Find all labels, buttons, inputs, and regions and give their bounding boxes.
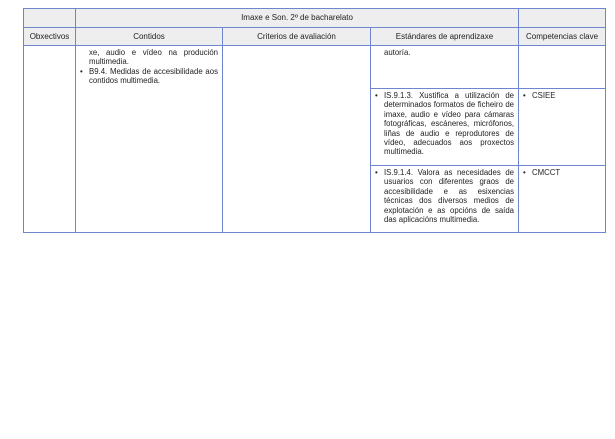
standard-item: • IS.9.1.4. Valora as necesidades de usuarios con diferentes graos de accesibilidade e as esixencias técnicas dos diversos medios de explotación e as opcións de saída das aplicacións multimedia. bbox=[375, 168, 514, 224]
standard-cell bbox=[371, 89, 519, 166]
competence-cell bbox=[519, 46, 606, 89]
header-contents: Contidos bbox=[76, 28, 223, 46]
standard-cell bbox=[371, 46, 519, 89]
title-empty-cell-right bbox=[519, 9, 606, 28]
table-title: Imaxe e Son. 2º de bacharelato bbox=[76, 9, 519, 28]
contents-item: • B9.4. Medidas de accesibilidade aos contidos multimedia. bbox=[80, 67, 218, 86]
contents-continuation: xe, audio e vídeo na produción multimedia. bbox=[89, 48, 218, 67]
table-row bbox=[24, 46, 606, 89]
header-competences: Competencias clave bbox=[519, 28, 606, 46]
table-title-row bbox=[24, 9, 606, 28]
table-header-row bbox=[24, 28, 606, 46]
header-objectives: Obxectivos bbox=[24, 28, 76, 46]
contents-cell bbox=[76, 46, 223, 233]
competence-cell bbox=[519, 89, 606, 166]
competence-cell bbox=[519, 166, 606, 233]
objectives-cell bbox=[24, 46, 76, 233]
standard-item: • IS.9.1.3. Xustifica a utilización de determinados formatos de ficheiro de imaxe, audio e vídeo para cámaras fotográficas, escáneres, micrófonos, liñas de audio e reprodutores de vídeo, adecuados aos proxectos multimedia. bbox=[375, 91, 514, 157]
criteria-cell bbox=[223, 46, 371, 233]
title-empty-cell bbox=[24, 9, 76, 28]
curriculum-table bbox=[23, 8, 606, 233]
standard-continuation: autoría. bbox=[384, 48, 411, 57]
competence-item: • CMCCT bbox=[523, 168, 601, 177]
header-standards: Estándares de aprendizaxe bbox=[371, 28, 519, 46]
standard-cell bbox=[371, 166, 519, 233]
header-criteria: Criterios de avaliación bbox=[223, 28, 371, 46]
competence-item: • CSIEE bbox=[523, 91, 601, 100]
